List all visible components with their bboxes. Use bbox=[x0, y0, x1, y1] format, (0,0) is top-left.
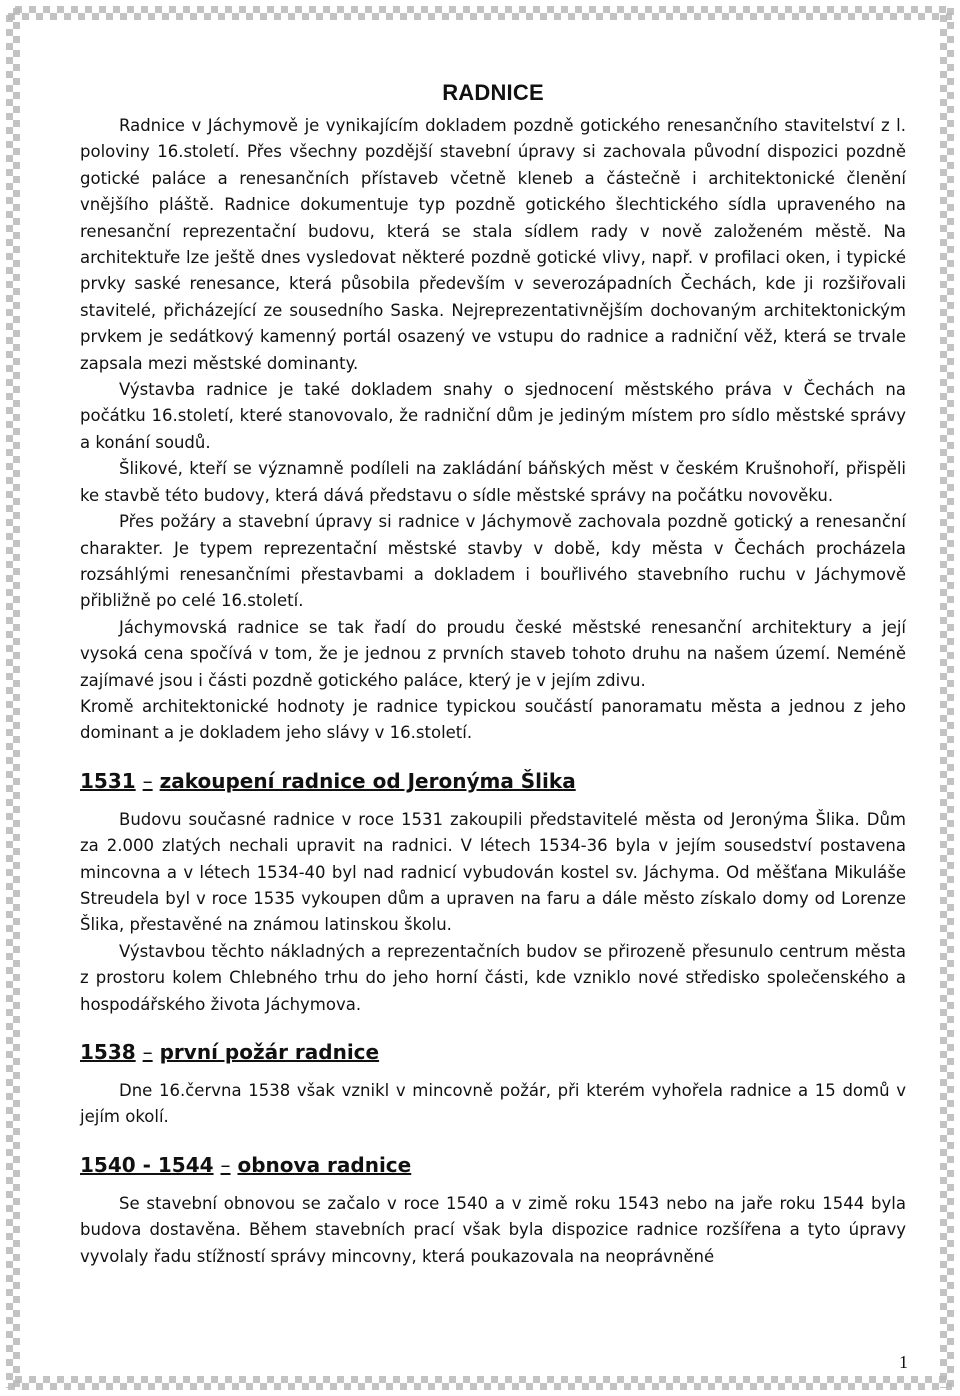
intro-paragraph-3: Šlikové, kteří se významně podíleli na zakládání báňských měst v českém Krušnohoří, přispěli ke stavbě této budovy, která dává představu o sídle městské správy na počátku novověku. bbox=[80, 459, 906, 505]
section-heading-1531 bbox=[80, 767, 906, 795]
section-title: obnova radnice bbox=[237, 1152, 412, 1177]
section-year: 1538 bbox=[80, 1040, 136, 1064]
document-page bbox=[80, 80, 906, 1270]
section-heading-1540-1544 bbox=[80, 1151, 906, 1179]
document-title: RADNICE bbox=[442, 80, 544, 105]
section-1531-paragraph-2: Výstavbou těchto nákladných a reprezentačních budov se přirozeně přesunulo centrum města z prostoru kolem Chlebného trhu do jeho horní části, kde vzniklo nové středisko společenského a hospodářského života Jáchymova. bbox=[80, 941, 906, 1014]
section-1538-paragraph-1: Dne 16.června 1538 však vznikl v mincovně požár, při kterém vyhořela radnice a 15 domů v jejím okolí. bbox=[80, 1081, 906, 1127]
section-heading-1538 bbox=[80, 1038, 906, 1066]
intro-paragraph-4: Přes požáry a stavební úpravy si radnice v Jáchymově zachovala pozdně gotický a renesanční charakter. Je typem reprezentační městské stavby v době, kdy města v Čechách procházela rozsáhlými renesančními přestavbami a dokladem i bouřlivého stavebního ruchu v Jáchymově přibližně po celé 16.století. bbox=[80, 512, 906, 611]
decorative-border-top bbox=[8, 6, 952, 20]
intro-paragraph-6: Kromě architektonické hodnoty je radnice typickou součástí panoramatu města a jednou z jeho dominant a je dokladem jeho slávy v 16.století. bbox=[80, 696, 906, 743]
intro-paragraph-2: Výstavba radnice je také dokladem snahy o sjednocení městského práva v Čechách na počátku 16.století, které stanovovalo, že radniční dům je jediným místem pro sídlo městské správy a konání soudů. bbox=[80, 380, 906, 452]
section-1531-paragraph-1: Budovu současné radnice v roce 1531 zakoupili představitelé města od Jeronýma Šlika. Dům za 2.000 zlatých nechali upravit na radnici. V létech 1534-36 byla v jejím sousedství postavena mincovna a v létech 1534-40 byl nad radnicí vybudován kostel sv. Jáchyma. Od měšťana Mikuláše Streudela byl v roce 1535 vykoupen dům a upraven na faru a dále město získalo domy od Lorenze Šlika, přestavěné na známou latinskou školu. bbox=[80, 809, 906, 935]
section-year: 1531 bbox=[80, 768, 136, 793]
section-dash: – bbox=[220, 1152, 231, 1177]
decorative-border-right bbox=[940, 8, 954, 1388]
decorative-border-bottom bbox=[8, 1376, 952, 1390]
section-year: 1540 - 1544 bbox=[80, 1152, 214, 1177]
section-title: první požár radnice bbox=[159, 1040, 380, 1064]
decorative-border-left bbox=[6, 8, 20, 1388]
page-number: 1 bbox=[899, 1352, 908, 1372]
section-title: zakoupení radnice od Jeronýma Šlika bbox=[159, 768, 576, 793]
section-dash: – bbox=[142, 1040, 153, 1064]
intro-paragraph-5: Jáchymovská radnice se tak řadí do proudu české městské renesanční architektury a její vysoká cena spočívá v tom, že je jednou z prvních staveb tohoto druhu na našem území. Neméně zajímavé jsou i části pozdně gotického paláce, který je v jejím zdivu. bbox=[80, 617, 906, 690]
section-dash: – bbox=[142, 768, 153, 793]
section-1540-paragraph-1: Se stavební obnovou se začalo v roce 1540 a v zimě roku 1543 nebo na jaře roku 1544 byla budova dostavěna. Během stavebních prací však byla dispozice radnice rozšířena a tyto úpravy vyvolaly řadu stížností správy mincovny, která poukazovala na neoprávněné bbox=[80, 1193, 906, 1266]
intro-paragraph-1: Radnice v Jáchymově je vynikajícím dokladem pozdně gotického renesančního stavitelství z l. poloviny 16.století. Přes všechny pozdější stavební úpravy si zachovala původní dispozici pozdně gotické paláce a renesančních přístaveb včetně kleneb a částečně i architektonické členění vnějšího pláště. Radnice dokumentuje typ pozdně gotického šlechtického sídla upraveného na renesanční reprezentační budovu, která se stala sídlem rady v nově založeném městě. Na architektuře lze ještě dnes vysledovat některé pozdně gotické vlivy, např. v profilaci oken, i typické prvky saské renesance, která působila především v severozápadních Čechách, kde ji rozšiřovali stavitelé, přicházející ze sousedního Saska. Nejreprezentativnějším dochovaným architektonickým prvkem je sedátkový kamenný portál osazený ve vstupu do radnice a radniční věž, která se trvale zapsala mezi městské dominanty. bbox=[80, 116, 906, 373]
